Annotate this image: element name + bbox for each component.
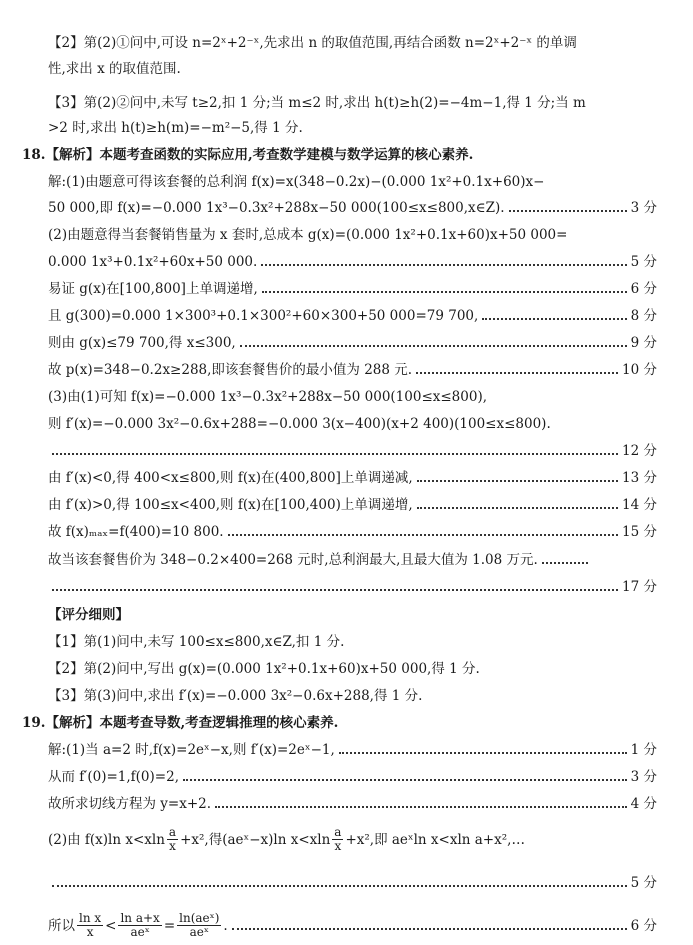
score-label: 15 分 (622, 524, 657, 540)
question-19-heading: 19.【解析】本题考查导数,考查逻辑推理的核心素养. (22, 715, 339, 731)
score-label: 10 分 (622, 362, 657, 378)
leader-dots (240, 345, 627, 347)
score-label: 3 分 (630, 769, 657, 785)
line-text: (2)由 f(x)ln x<xln (48, 831, 165, 848)
line-text: 由 f′(x)<0,得 400<x≤800,则 f(x)在(400,800]上单调递减, (48, 470, 413, 486)
score-label: 4 分 (630, 796, 657, 812)
leader-dots (417, 480, 618, 482)
line-text: 所以 (48, 917, 75, 934)
line-text: 故 f(x)ₘₐₓ=f(400)=10 800. (48, 524, 224, 540)
scored-line (48, 469, 657, 487)
question-18-heading: 18.【解析】本题考查函数的实际应用,考查数学建模与数学运算的核心素养. (22, 147, 474, 163)
leader-dots (228, 534, 618, 536)
scored-line (48, 523, 657, 541)
line-text: < (105, 917, 117, 934)
score-label: 6 分 (630, 281, 657, 297)
line-text: . (223, 917, 228, 934)
text-line: 【3】第(2)②问中,未写 t≥2,扣 1 分;当 m≤2 时,求出 h(t)≥h(2)=−4m−1,得 1 分;当 m (48, 95, 586, 111)
text-line: 性,求出 x 的取值范围. (48, 61, 181, 77)
scored-line (48, 741, 657, 759)
scored-line (48, 442, 657, 460)
scored-line (48, 496, 657, 514)
line-text: 0.000 1x³+0.1x²+60x+50 000. (48, 254, 258, 270)
fraction-denominator: aeˣ (130, 925, 150, 939)
score-label: 1 分 (630, 742, 657, 758)
line-text: 故当该套餐售价为 348−0.2×400=268 元时,总利润最大,且最大值为 1.08 万元. (48, 552, 538, 568)
line-text: 由 f′(x)>0,得 100≤x<400,则 f(x)在[100,400)上单调递增, (48, 497, 413, 513)
score-label: 6 分 (630, 917, 657, 934)
fraction-expression (48, 912, 228, 939)
line-text: 故所求切线方程为 y=x+2. (48, 796, 212, 812)
leader-dots (52, 589, 618, 591)
leader-dots (509, 210, 627, 212)
leader-dots (482, 318, 626, 320)
fraction-denominator: x (169, 839, 176, 853)
text-line: >2 时,求出 h(t)≥h(m)=−m²−5,得 1 分. (48, 120, 303, 136)
fraction-numerator: a (168, 825, 177, 839)
line-text: 解:(1)当 a=2 时,f(x)=2eˣ−x,则 f′(x)=2eˣ−1, (48, 742, 335, 758)
score-label: 12 分 (622, 443, 657, 459)
leader-dots (52, 453, 618, 455)
fraction-numerator: a (334, 825, 342, 839)
scoring-details-heading: 【评分细则】 (48, 607, 129, 623)
scored-line (48, 768, 657, 786)
leader-dots (416, 372, 618, 374)
leader-dots (262, 291, 627, 293)
text-line: 解:(1)由题意可得该套餐的总利润 f(x)=x(348−0.2x)−(0.000 1x²+0.1x+60)x− (48, 174, 545, 190)
line-text: 50 000,即 f(x)=−0.000 1x³−0.3x²+288x−50 000(100≤x≤800,x∈Z). (48, 200, 505, 216)
score-label: 5 分 (630, 254, 657, 270)
fraction-numerator: ln x (79, 911, 102, 925)
scored-line (48, 253, 657, 271)
score-label: 8 分 (630, 308, 657, 324)
leader-dots (261, 264, 626, 266)
scored-line (48, 199, 657, 217)
line-text: +x²,即 aeˣln x<xln a+x²,… (345, 831, 525, 848)
score-label: 14 分 (622, 497, 657, 513)
text-line: 【1】第(1)问中,未写 100≤x≤800,x∈Z,扣 1 分. (48, 634, 345, 650)
score-label: 9 分 (630, 335, 657, 351)
score-label: 13 分 (622, 470, 657, 486)
leader-dots (417, 507, 618, 509)
scored-line (48, 307, 657, 325)
scored-line (48, 578, 657, 596)
scored-line (48, 874, 657, 892)
scored-line (48, 361, 657, 379)
score-label: 5 分 (630, 875, 657, 891)
fraction (167, 826, 178, 853)
line-text: 则由 g(x)≤79 700,得 x≤300, (48, 335, 236, 351)
text-line: 【3】第(3)问中,求出 f′(x)=−0.000 3x²−0.6x+288,得 1 分. (48, 688, 423, 704)
fraction-line (48, 826, 693, 853)
text-line: (3)由(1)可知 f(x)=−0.000 1x³−0.3x²+288x−50 000(100≤x≤800), (48, 389, 488, 405)
fraction-numerator: ln(aeˣ) (179, 911, 220, 925)
fraction-denominator: aeˣ (189, 925, 209, 939)
fraction-numerator: ln a+x (120, 911, 160, 925)
scored-line (48, 551, 657, 569)
scored-line (48, 334, 657, 352)
fraction (177, 912, 221, 939)
text-line: 【2】第(2)①问中,可设 n=2ˣ+2⁻ˣ,先求出 n 的取值范围,再结合函数 n=2ˣ+2⁻ˣ 的单调 (48, 35, 577, 51)
leader-dots (183, 779, 627, 781)
line-text: +x²,得(aeˣ−x)ln x<xln (180, 831, 331, 848)
text-line: 【2】第(2)问中,写出 g(x)=(0.000 1x²+0.1x+60)x+50 000,得 1 分. (48, 661, 480, 677)
fraction (118, 912, 161, 939)
fraction (332, 826, 343, 853)
line-text: 且 g(300)=0.000 1×300³+0.1×300²+60×300+50 000=79 700, (48, 308, 479, 324)
line-text: = (163, 917, 176, 934)
scored-line (48, 280, 657, 298)
fraction-denominator: x (334, 839, 342, 853)
fraction (77, 912, 103, 939)
leader-dots (542, 562, 588, 564)
scored-line (48, 912, 657, 939)
leader-dots (339, 752, 627, 754)
leader-dots (52, 885, 627, 887)
fraction-denominator: x (86, 925, 94, 939)
score-label: 17 分 (622, 579, 657, 595)
leader-dots (232, 928, 627, 930)
line-text: 故 p(x)=348−0.2x≥288,即该套餐售价的最小值为 288 元. (48, 362, 413, 378)
text-line: 则 f′(x)=−0.000 3x²−0.6x+288=−0.000 3(x−400)(x+2 400)(100≤x≤800). (48, 416, 551, 432)
text-line: (2)由题意得当套餐销售量为 x 套时,总成本 g(x)=(0.000 1x²+0.1x+60)x+50 000= (48, 227, 568, 243)
line-text: 易证 g(x)在[100,800]上单调递增, (48, 281, 258, 297)
leader-dots (215, 806, 627, 808)
scored-line (48, 795, 657, 813)
line-text: 从而 f′(0)=1,f(0)=2, (48, 769, 179, 785)
score-label: 3 分 (630, 200, 657, 216)
